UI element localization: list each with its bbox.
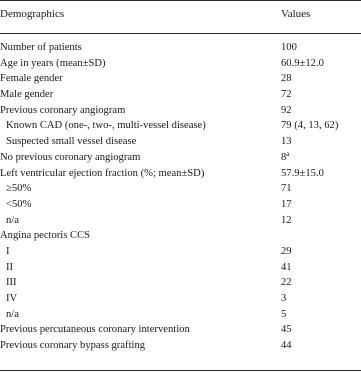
header-demographics: Demographics (0, 8, 65, 20)
footnote-marker: a (286, 149, 290, 158)
table-row (0, 56, 361, 72)
table-row (0, 103, 361, 119)
row-value-cell (281, 322, 292, 338)
row-value-cell (281, 118, 338, 134)
table-row (0, 213, 361, 229)
row-label: Known CAD (one-, two-, multi-vessel disease) (6, 120, 206, 132)
table-row (0, 71, 361, 87)
row-value: 22 (281, 277, 292, 289)
row-value: 71 (281, 183, 292, 195)
row-label: n/a (6, 308, 19, 320)
row-label: Left ventricular ejection fraction (%; mean±SD) (0, 167, 205, 179)
row-value-cell (281, 71, 292, 87)
row-label: III (6, 277, 17, 289)
row-value-cell (281, 307, 286, 323)
row-value-cell (281, 291, 286, 307)
row-value: 60.9±12.0 (281, 57, 324, 69)
row-value-cell (281, 166, 324, 182)
row-value: 29 (281, 245, 292, 257)
table-row (0, 307, 361, 323)
table-row (0, 275, 361, 291)
row-value-cell (281, 87, 292, 103)
row-value-cell (281, 213, 292, 229)
row-label: Male gender (0, 89, 54, 101)
table-row (0, 291, 361, 307)
row-label: Suspected small vessel disease (6, 136, 137, 148)
row-value: 79 (4, 13, 62) (281, 120, 339, 132)
row-value: 12 (281, 214, 292, 226)
table-header (0, 8, 361, 24)
table-row (0, 150, 361, 166)
row-label: Angina pectoris CCS (0, 230, 91, 242)
table-body (0, 40, 361, 354)
row-value: 3 (281, 293, 287, 304)
table-row (0, 228, 361, 244)
row-value-cell (281, 244, 292, 260)
table-row (0, 244, 361, 260)
header-rule (0, 33, 361, 34)
row-label: Female gender (0, 73, 63, 85)
row-value: 17 (281, 198, 292, 210)
table-row (0, 118, 361, 134)
row-value: 41 (281, 261, 292, 273)
row-value: 28 (281, 73, 292, 85)
row-label: ≥50% (6, 183, 32, 195)
row-value: 44 (281, 340, 292, 352)
row-label: I (6, 245, 10, 257)
row-value: 92 (281, 104, 292, 116)
table-row (0, 322, 361, 338)
row-label: No previous coronary angiogram (0, 151, 141, 163)
table-row (0, 260, 361, 276)
row-value-cell (281, 103, 292, 119)
row-label: Previous percutaneous coronary intervention (0, 324, 190, 336)
row-value: 5 (281, 308, 287, 320)
row-value: 100 (281, 42, 297, 53)
table-row (0, 197, 361, 213)
row-value-cell (281, 40, 297, 56)
header-values: Values (281, 8, 311, 20)
row-label: Previous coronary bypass grafting (0, 340, 146, 352)
row-value-cell (281, 338, 292, 354)
row-label: II (6, 261, 14, 273)
row-value-cell (281, 134, 292, 150)
table-row (0, 87, 361, 103)
row-value-cell (281, 181, 292, 197)
row-value: 57.9±15.0 (281, 167, 324, 179)
table-row (0, 166, 361, 182)
row-value: 8 (281, 151, 287, 163)
row-value-cell (281, 275, 292, 291)
row-value-cell (281, 260, 292, 276)
row-label: Previous coronary angiogram (0, 104, 126, 116)
row-label: Number of patients (0, 42, 82, 53)
bottom-rule (0, 370, 361, 371)
row-label: IV (6, 293, 18, 304)
row-value: 45 (281, 324, 292, 336)
table-row (0, 181, 361, 197)
row-value-cell (281, 197, 292, 213)
row-value-cell (281, 56, 324, 72)
row-value: 72 (281, 89, 292, 101)
row-label: n/a (6, 214, 19, 226)
top-rule (0, 0, 361, 1)
table-row (0, 40, 361, 56)
table-row (0, 134, 361, 150)
table-row (0, 338, 361, 354)
row-label: <50% (6, 198, 32, 210)
row-value: 13 (281, 136, 292, 148)
row-value-cell (281, 150, 289, 166)
row-label: Age in years (mean±SD) (0, 57, 106, 69)
